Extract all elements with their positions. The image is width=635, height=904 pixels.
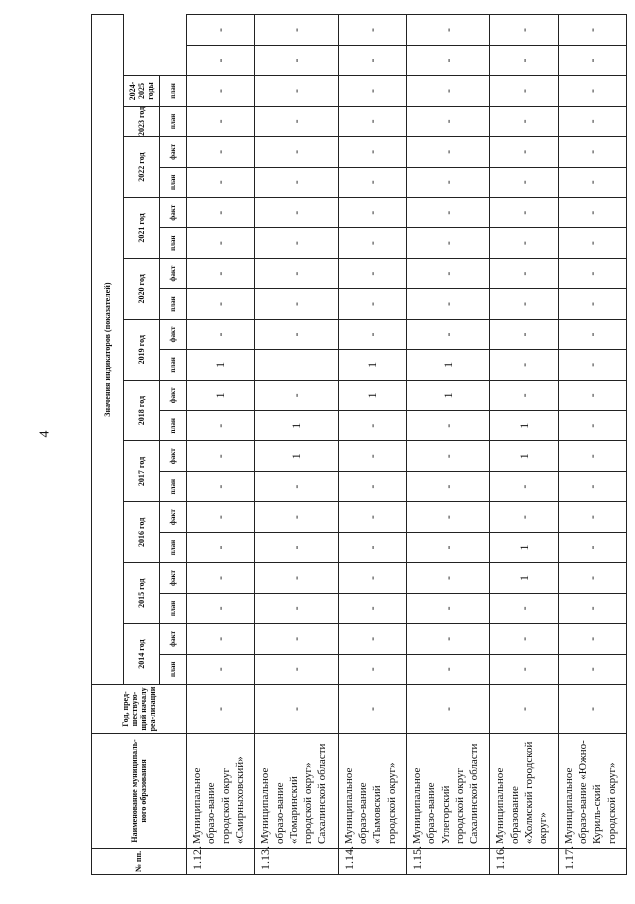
header-plan: план bbox=[160, 350, 187, 380]
municipality-name: Муниципальное образо-вание «Тымовский городской округ» bbox=[338, 734, 406, 849]
value-cell: - bbox=[406, 563, 489, 593]
value-cell: - bbox=[558, 289, 626, 319]
value-cell: - bbox=[406, 319, 489, 349]
header-plan: план bbox=[160, 289, 187, 319]
header-fact: факт bbox=[160, 137, 187, 167]
municipality-name: Муниципальное образо-вание Углегорский городской округ Сахалинской области bbox=[406, 734, 489, 849]
value-cell: - bbox=[338, 471, 406, 501]
value-cell: - bbox=[338, 319, 406, 349]
header-plan: план bbox=[160, 106, 187, 136]
header-year-prev: Год, пред-шествую-щий началу реа-лизации bbox=[92, 685, 187, 734]
value-cell bbox=[255, 350, 338, 380]
indicator-table-rotated bbox=[91, 15, 627, 875]
row-number: 1.14. bbox=[338, 849, 406, 875]
header-name: Наименование муниципаль-ного образования bbox=[92, 734, 187, 849]
value-cell: - bbox=[558, 258, 626, 288]
header-year: 2015 год bbox=[124, 563, 160, 624]
value-cell: 1 bbox=[187, 350, 255, 380]
year-prev-cell: - bbox=[187, 685, 255, 734]
value-cell: 1 bbox=[490, 563, 558, 593]
value-cell: - bbox=[490, 624, 558, 654]
value-cell: - bbox=[255, 167, 338, 197]
municipality-name: Муниципальное образование «Холмский городской округ» bbox=[490, 734, 558, 849]
value-cell: 1 bbox=[406, 350, 489, 380]
value-cell: - bbox=[338, 198, 406, 228]
value-cell: - bbox=[406, 654, 489, 684]
value-cell: - bbox=[187, 411, 255, 441]
value-cell: - bbox=[338, 228, 406, 258]
header-fact: факт bbox=[160, 258, 187, 288]
value-cell: - bbox=[490, 502, 558, 532]
value-cell: - bbox=[187, 593, 255, 623]
value-cell: - bbox=[406, 532, 489, 562]
value-cell: - bbox=[406, 15, 489, 46]
value-cell: - bbox=[558, 380, 626, 410]
value-cell: - bbox=[255, 532, 338, 562]
value-cell: - bbox=[187, 228, 255, 258]
value-cell: - bbox=[490, 380, 558, 410]
year-prev-cell: - bbox=[255, 685, 338, 734]
value-cell: - bbox=[255, 319, 338, 349]
value-cell: - bbox=[558, 319, 626, 349]
year-prev-cell: - bbox=[558, 685, 626, 734]
value-cell: - bbox=[406, 137, 489, 167]
year-prev-cell: - bbox=[490, 685, 558, 734]
header-year: 2024-2025 годы bbox=[124, 76, 160, 106]
header-plan: план bbox=[160, 593, 187, 623]
value-cell: 1 bbox=[255, 441, 338, 471]
value-cell: - bbox=[338, 76, 406, 106]
value-cell: - bbox=[187, 532, 255, 562]
value-cell: 1 bbox=[490, 441, 558, 471]
indicator-table bbox=[91, 14, 627, 875]
value-cell: - bbox=[187, 319, 255, 349]
header-fact: факт bbox=[160, 441, 187, 471]
value-cell: - bbox=[406, 624, 489, 654]
value-cell: - bbox=[406, 411, 489, 441]
header-fact: факт bbox=[160, 624, 187, 654]
value-cell: - bbox=[558, 76, 626, 106]
header-year: 2022 год bbox=[124, 137, 160, 198]
page-number: 4 bbox=[37, 430, 53, 438]
value-cell: - bbox=[558, 15, 626, 46]
value-cell: - bbox=[187, 502, 255, 532]
value-cell: - bbox=[558, 532, 626, 562]
row-number: 1.16. bbox=[490, 849, 558, 875]
value-cell: - bbox=[187, 198, 255, 228]
value-cell: - bbox=[558, 411, 626, 441]
value-cell: - bbox=[255, 137, 338, 167]
value-cell: - bbox=[187, 471, 255, 501]
header-plan: план bbox=[160, 76, 187, 106]
value-cell: - bbox=[255, 76, 338, 106]
value-cell: - bbox=[187, 654, 255, 684]
value-cell: - bbox=[558, 563, 626, 593]
header-fact: факт bbox=[160, 563, 187, 593]
value-cell: - bbox=[187, 624, 255, 654]
table-row bbox=[490, 15, 558, 875]
value-cell: - bbox=[255, 106, 338, 136]
header-year: 2023 год bbox=[124, 106, 160, 136]
header-plan: план bbox=[160, 654, 187, 684]
value-cell: - bbox=[406, 167, 489, 197]
value-cell: - bbox=[187, 167, 255, 197]
value-cell: - bbox=[187, 15, 255, 46]
value-cell: - bbox=[187, 106, 255, 136]
value-cell: - bbox=[406, 502, 489, 532]
value-cell: - bbox=[255, 471, 338, 501]
value-cell: - bbox=[338, 15, 406, 46]
value-cell: - bbox=[187, 45, 255, 75]
value-cell: - bbox=[558, 137, 626, 167]
header-plan: план bbox=[160, 532, 187, 562]
value-cell: - bbox=[406, 258, 489, 288]
year-prev-cell: - bbox=[338, 685, 406, 734]
header-indicators: Значения индикаторов (показателей) bbox=[92, 15, 124, 685]
value-cell: - bbox=[338, 441, 406, 471]
value-cell: - bbox=[558, 167, 626, 197]
header-plan: план bbox=[160, 167, 187, 197]
value-cell: - bbox=[255, 654, 338, 684]
value-cell: - bbox=[558, 624, 626, 654]
value-cell: - bbox=[338, 167, 406, 197]
value-cell: - bbox=[255, 624, 338, 654]
value-cell: - bbox=[490, 76, 558, 106]
value-cell: - bbox=[187, 289, 255, 319]
value-cell: - bbox=[338, 502, 406, 532]
value-cell: - bbox=[558, 45, 626, 75]
header-fact: факт bbox=[160, 198, 187, 228]
value-cell: - bbox=[406, 76, 489, 106]
value-cell: - bbox=[406, 441, 489, 471]
value-cell: - bbox=[338, 624, 406, 654]
header-year: 2020 год bbox=[124, 258, 160, 319]
value-cell: - bbox=[338, 532, 406, 562]
value-cell: - bbox=[255, 45, 338, 75]
value-cell: - bbox=[490, 289, 558, 319]
value-cell: - bbox=[558, 228, 626, 258]
value-cell: - bbox=[406, 45, 489, 75]
value-cell: - bbox=[490, 471, 558, 501]
value-cell: - bbox=[406, 289, 489, 319]
value-cell: - bbox=[558, 198, 626, 228]
value-cell: - bbox=[490, 258, 558, 288]
table-row bbox=[255, 15, 338, 875]
value-cell: - bbox=[338, 563, 406, 593]
table-row bbox=[338, 15, 406, 875]
value-cell: - bbox=[338, 258, 406, 288]
value-cell: - bbox=[406, 593, 489, 623]
value-cell: - bbox=[255, 289, 338, 319]
value-cell: - bbox=[187, 441, 255, 471]
value-cell: - bbox=[255, 228, 338, 258]
value-cell: - bbox=[490, 106, 558, 136]
value-cell: - bbox=[558, 350, 626, 380]
value-cell: - bbox=[490, 228, 558, 258]
header-year: 2018 год bbox=[124, 380, 160, 441]
value-cell: - bbox=[338, 137, 406, 167]
value-cell: - bbox=[558, 593, 626, 623]
value-cell: - bbox=[338, 289, 406, 319]
header-fact: факт bbox=[160, 380, 187, 410]
value-cell: - bbox=[558, 441, 626, 471]
value-cell: - bbox=[255, 198, 338, 228]
value-cell: - bbox=[255, 258, 338, 288]
value-cell: - bbox=[338, 106, 406, 136]
value-cell: - bbox=[490, 654, 558, 684]
header-plan: план bbox=[160, 411, 187, 441]
header-fact: факт bbox=[160, 502, 187, 532]
value-cell: 1 bbox=[338, 350, 406, 380]
value-cell: 1 bbox=[255, 411, 338, 441]
value-cell: - bbox=[255, 593, 338, 623]
value-cell: - bbox=[338, 411, 406, 441]
table-row bbox=[187, 15, 255, 875]
value-cell: - bbox=[558, 471, 626, 501]
row-number: 1.12. bbox=[187, 849, 255, 875]
value-cell: - bbox=[490, 45, 558, 75]
value-cell: - bbox=[490, 319, 558, 349]
header-plan: план bbox=[160, 228, 187, 258]
value-cell: - bbox=[490, 350, 558, 380]
value-cell: - bbox=[490, 137, 558, 167]
municipality-name: Муниципальное образо-вание «Томаринский городской округ» Сахалинской области bbox=[255, 734, 338, 849]
value-cell: - bbox=[187, 258, 255, 288]
municipality-name: Муниципальное образо-вание городской округ «Смирныховский» bbox=[187, 734, 255, 849]
header-year: 2017 год bbox=[124, 441, 160, 502]
municipality-name: Муниципальное образо-вание «Южно-Куриль-ский городской округ» bbox=[558, 734, 626, 849]
row-number: 1.15. bbox=[406, 849, 489, 875]
value-cell: 1 bbox=[187, 380, 255, 410]
value-cell: - bbox=[255, 15, 338, 46]
value-cell: - bbox=[338, 654, 406, 684]
value-cell: - bbox=[406, 471, 489, 501]
value-cell: - bbox=[187, 76, 255, 106]
table-row bbox=[558, 15, 626, 875]
value-cell: - bbox=[338, 593, 406, 623]
header-year: 2019 год bbox=[124, 319, 160, 380]
value-cell: 1 bbox=[490, 411, 558, 441]
row-number: 1.13. bbox=[255, 849, 338, 875]
header-year: 2016 год bbox=[124, 502, 160, 563]
value-cell: - bbox=[187, 137, 255, 167]
value-cell: - bbox=[255, 380, 338, 410]
row-number: 1.17. bbox=[558, 849, 626, 875]
value-cell: - bbox=[406, 198, 489, 228]
header-year: 2014 год bbox=[124, 624, 160, 685]
value-cell: - bbox=[490, 15, 558, 46]
value-cell: - bbox=[187, 563, 255, 593]
value-cell: - bbox=[406, 106, 489, 136]
header-plan: план bbox=[160, 471, 187, 501]
value-cell: - bbox=[558, 502, 626, 532]
value-cell: - bbox=[406, 228, 489, 258]
value-cell: - bbox=[558, 654, 626, 684]
value-cell: - bbox=[490, 167, 558, 197]
value-cell: - bbox=[338, 45, 406, 75]
header-year: 2021 год bbox=[124, 198, 160, 259]
header-num: № пп. bbox=[92, 849, 187, 875]
value-cell: - bbox=[558, 106, 626, 136]
value-cell: - bbox=[255, 563, 338, 593]
header-fact: факт bbox=[160, 319, 187, 349]
value-cell: - bbox=[490, 198, 558, 228]
value-cell: 1 bbox=[338, 380, 406, 410]
value-cell: 1 bbox=[406, 380, 489, 410]
value-cell: - bbox=[490, 593, 558, 623]
table-row bbox=[406, 15, 489, 875]
year-prev-cell: - bbox=[406, 685, 489, 734]
value-cell: - bbox=[255, 502, 338, 532]
value-cell: 1 bbox=[490, 532, 558, 562]
